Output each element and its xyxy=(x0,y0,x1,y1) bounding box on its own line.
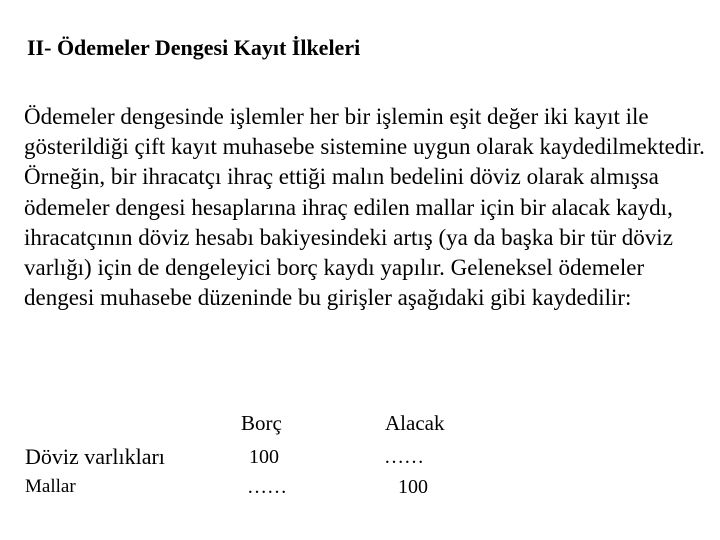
ledger-row-credit: 100 xyxy=(398,476,428,498)
ledger-row-label: Döviz varlıkları xyxy=(25,444,165,469)
ledger-row-credit: …… xyxy=(384,446,424,468)
ledger-row-debit: 100 xyxy=(249,446,279,468)
ledger-row-debit: …… xyxy=(247,476,287,498)
ledger-header-credit: Alacak xyxy=(385,411,445,435)
body-paragraph: Ödemeler dengesinde işlemler her bir işlemin eşit değer iki kayıt ile gösterildiği çift kayıt muhasebe sistemine uygun olarak kaydedilmektedir. Örneğin, bir ihracatçı ihraç ettiği malın bedelini döviz olarak almışsa ödemeler dengesi hesaplarına ihraç edilen mallar için bir alacak kaydı, ihracatçının döviz hesabı bakiyesindeki artış (ya da başka bir tür döviz varlığı) için de dengeleyici borç kaydı yapılır. Geleneksel ödemeler dengesi muhasebe düzeninde bu girişler aşağıdaki gibi kaydedilir: xyxy=(24,104,705,311)
ledger-row-label: Mallar xyxy=(25,476,76,497)
ledger-header-debit: Borç xyxy=(241,411,282,435)
page-title: II- Ödemeler Dengesi Kayıt İlkeleri xyxy=(27,35,361,60)
